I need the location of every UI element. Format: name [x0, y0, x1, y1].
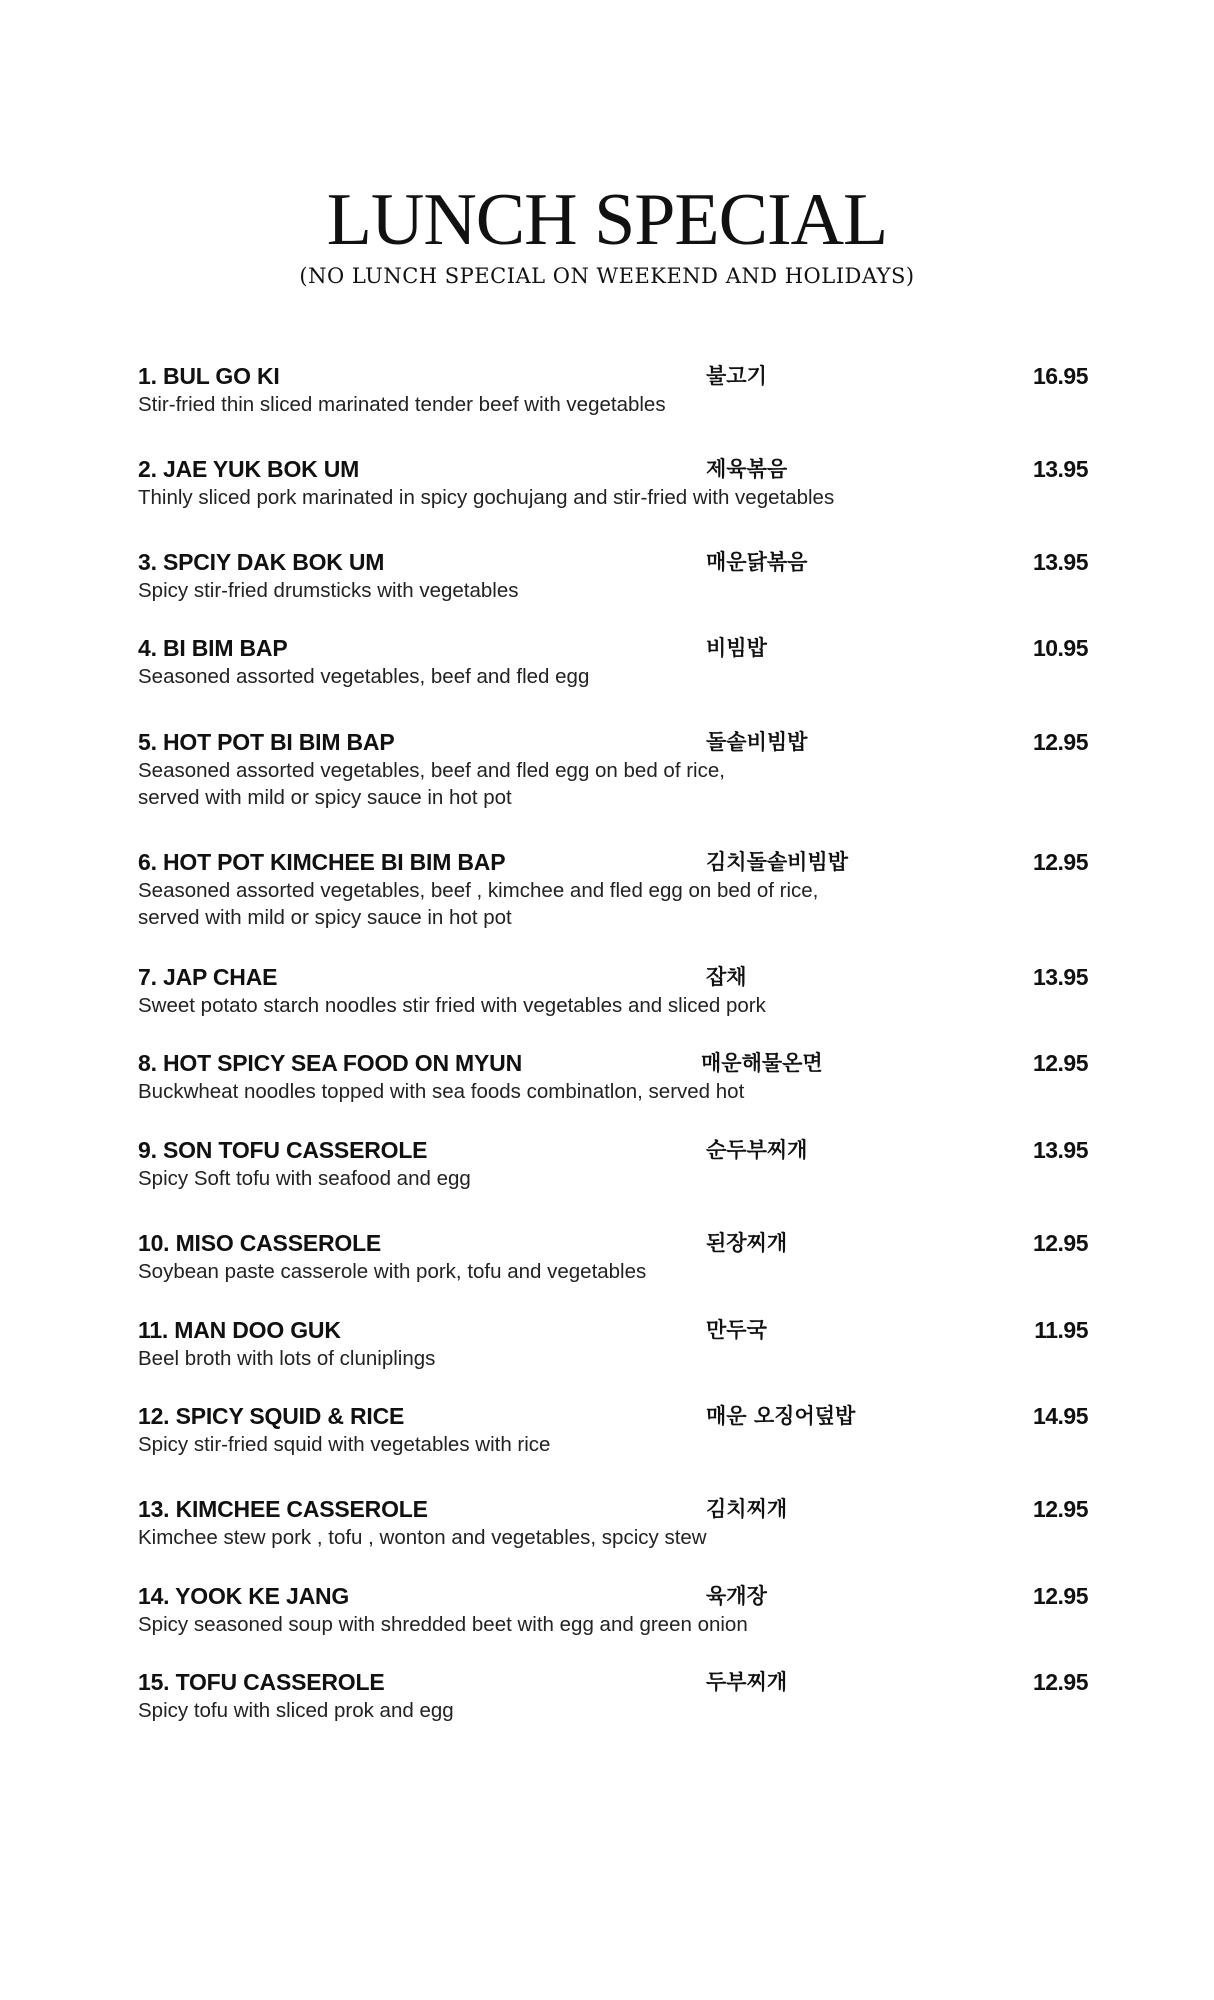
menu-item-price: 13.95: [1032, 964, 1088, 990]
menu-item-price: 12.95: [1032, 1669, 1088, 1695]
menu-item-price: 10.95: [1032, 635, 1088, 661]
menu-item-description: Seasoned assorted vegetables, beef , kimchee and fled egg on bed of rice, served with mild or spicy sauce in hot pot: [138, 879, 819, 929]
menu-item-korean: 만두국: [706, 1318, 767, 1342]
menu-item-korean: 불고기: [706, 364, 767, 388]
menu-item-name: 14. YOOK KE JANG: [138, 1583, 350, 1609]
menu-item-description: Beel broth with lots of cluniplings: [138, 1347, 436, 1370]
menu-item-name: 8. HOT SPICY SEA FOOD ON MYUN: [138, 1050, 522, 1076]
menu-item-description: Soybean paste casserole with pork, tofu and vegetables: [138, 1260, 647, 1283]
menu-item-price: 16.95: [1032, 363, 1088, 389]
menu-item-name: 6. HOT POT KIMCHEE BI BIM BAP: [138, 849, 506, 875]
menu-item-description: Spicy Soft tofu with seafood and egg: [138, 1167, 471, 1190]
menu-item-korean: 비빔밥: [706, 636, 767, 660]
menu-item-price: 12.95: [1032, 849, 1088, 875]
menu-item-name: 10. MISO CASSEROLE: [138, 1230, 382, 1256]
menu-item-description: Seasoned assorted vegetables, beef and fled egg on bed of rice, served with mild or spicy sauce in hot pot: [138, 759, 725, 809]
menu-item-name: 1. BUL GO KI: [138, 363, 280, 389]
menu-item-description: Seasoned assorted vegetables, beef and fled egg: [138, 665, 590, 688]
menu-item-korean: 제육볶음: [706, 457, 788, 481]
menu-item-description: Spicy tofu with sliced prok and egg: [138, 1699, 454, 1722]
menu-item-description: Spicy stir-fried squid with vegetables with rice: [138, 1433, 551, 1456]
menu-item-name: 2. JAE YUK BOK UM: [138, 456, 360, 482]
menu-item-description: Spicy seasoned soup with shredded beet with egg and green onion: [138, 1613, 748, 1636]
menu-item-korean: 된장찌개: [706, 1231, 788, 1255]
menu-item-korean: 두부찌개: [706, 1670, 788, 1694]
menu-item-korean: 육개장: [706, 1584, 767, 1608]
menu-item-korean: 돌솥비빔밥: [706, 730, 808, 754]
menu-item-price: 13.95: [1032, 1137, 1088, 1163]
menu-item-description: Sweet potato starch noodles stir fried with vegetables and sliced pork: [138, 994, 766, 1017]
page-subtitle: (NO LUNCH SPECIAL ON WEEKEND AND HOLIDAYS): [299, 264, 915, 288]
menu-item-name: 15. TOFU CASSEROLE: [138, 1669, 385, 1695]
menu-item-name: 7. JAP CHAE: [138, 964, 278, 990]
menu-item-description: Buckwheat noodles topped with sea foods combinatlon, served hot: [138, 1080, 745, 1103]
menu-item-name: 4. BI BIM BAP: [138, 635, 288, 661]
menu-item-price: 11.95: [1034, 1317, 1088, 1343]
page-title: LUNCH SPECIAL: [326, 179, 888, 261]
menu-item-name: 13. KIMCHEE CASSEROLE: [138, 1496, 428, 1522]
menu-item-korean: 순두부찌개: [706, 1138, 808, 1162]
menu-item-price: 12.95: [1032, 729, 1088, 755]
menu-item-description: Spicy stir-fried drumsticks with vegetables: [138, 579, 519, 602]
menu-item-korean: 매운해물온면: [701, 1051, 823, 1075]
menu-item-name: 12. SPICY SQUID & RICE: [138, 1403, 405, 1429]
menu-item-price: 14.95: [1032, 1403, 1088, 1429]
menu-item-description: Kimchee stew pork , tofu , wonton and vegetables, spcicy stew: [138, 1526, 707, 1549]
menu-item-name: 3. SPCIY DAK BOK UM: [138, 549, 385, 575]
menu-item-korean: 잡채: [706, 965, 747, 989]
menu-item-name: 11. MAN DOO GUK: [138, 1317, 341, 1343]
menu-item-price: 12.95: [1032, 1496, 1088, 1522]
menu-item-price: 13.95: [1032, 549, 1088, 575]
menu-item-price: 12.95: [1032, 1050, 1088, 1076]
menu-item-name: 9. SON TOFU CASSEROLE: [138, 1137, 428, 1163]
menu-item-korean: 김치돌솥비빔밥: [706, 850, 849, 874]
menu-item-price: 13.95: [1032, 456, 1088, 482]
menu-item-price: 12.95: [1032, 1583, 1088, 1609]
menu-item-price: 12.95: [1032, 1230, 1088, 1256]
menu-item-description: Thinly sliced pork marinated in spicy gochujang and stir-fried with vegetables: [138, 486, 835, 509]
menu-item-korean: 매운닭볶음: [706, 550, 808, 574]
menu-item-korean: 김치찌개: [706, 1497, 788, 1521]
menu-item-description: Stir-fried thin sliced marinated tender beef with vegetables: [138, 393, 666, 416]
menu-item-name: 5. HOT POT BI BIM BAP: [138, 729, 395, 755]
menu-item-korean: 매운 오징어덮밥: [706, 1404, 856, 1428]
